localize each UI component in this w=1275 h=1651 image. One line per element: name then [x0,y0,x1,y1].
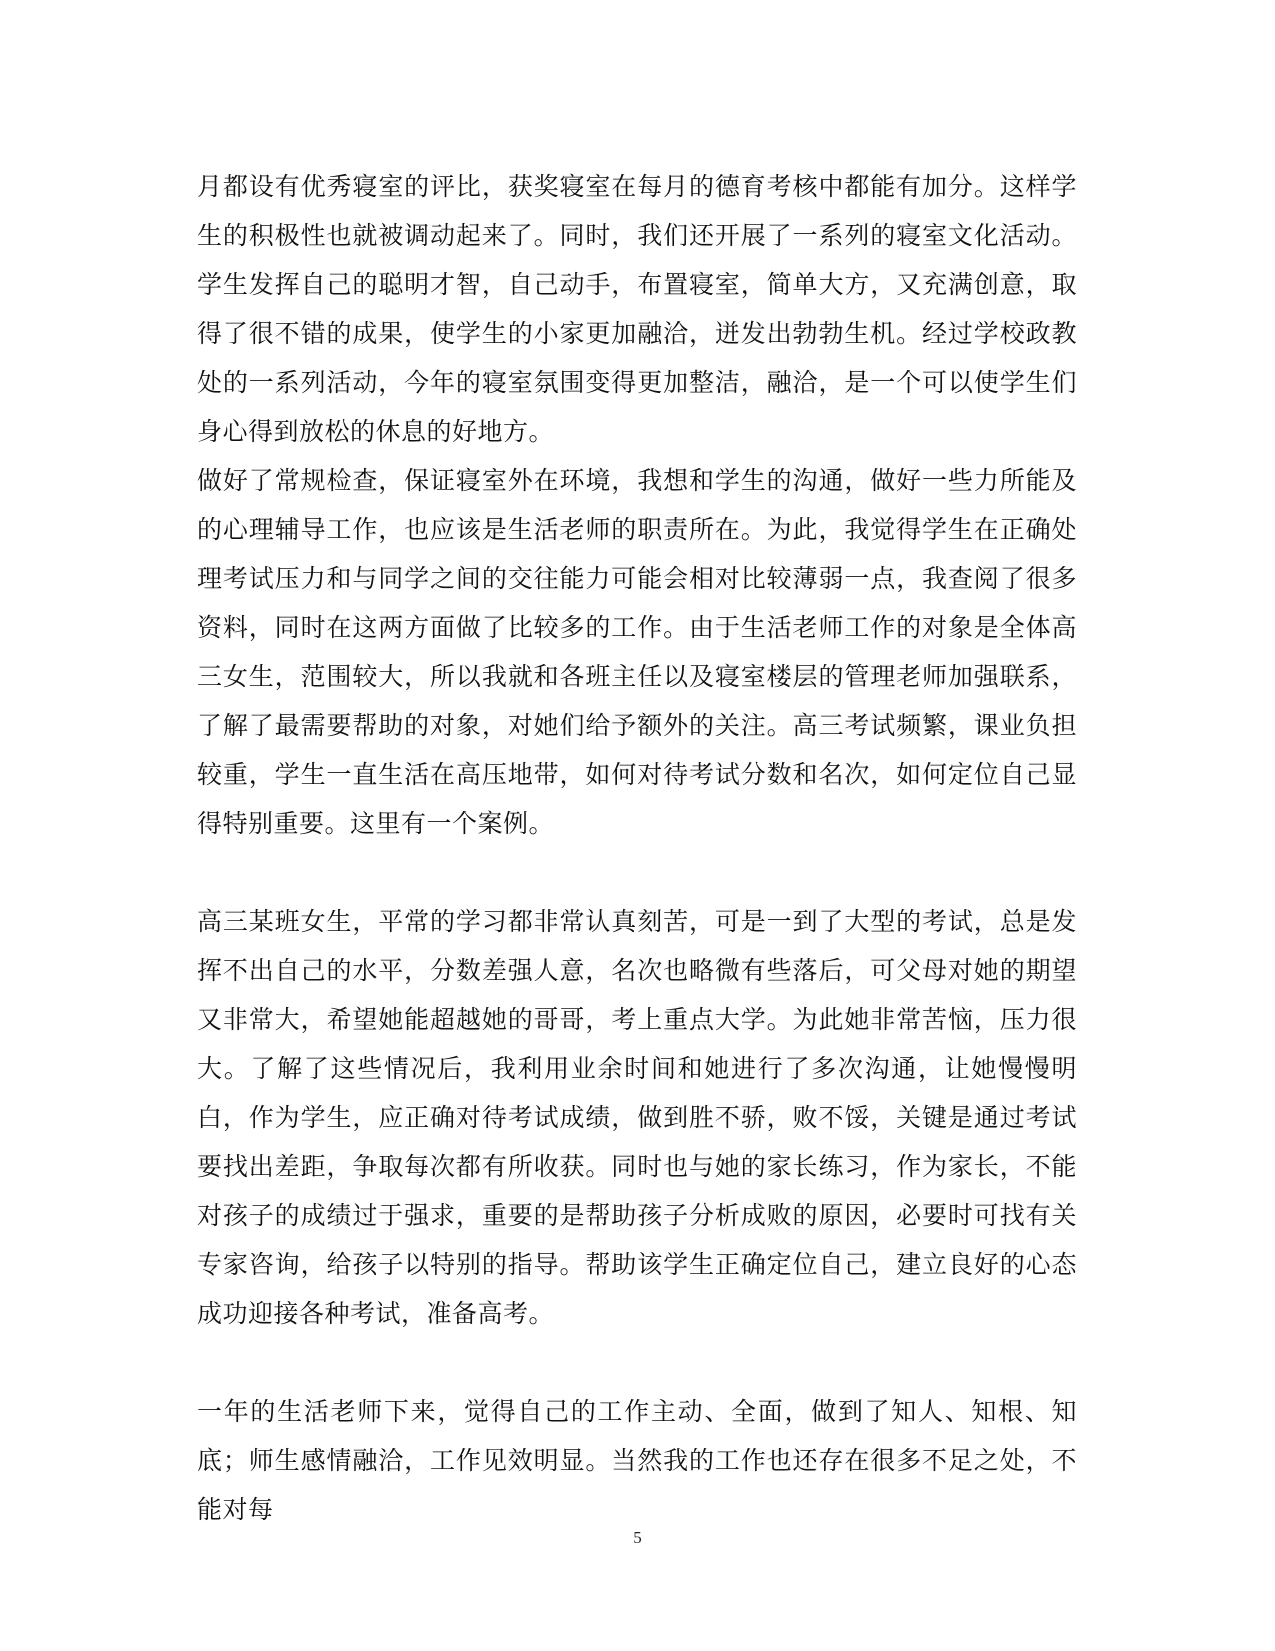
paragraph-psychological-counseling: 做好了常规检查，保证寝室外在环境，我想和学生的沟通，做好一些力所能及的心理辅导工作，也应该是生活老师的职责所在。为此，我觉得学生在正确处理考试压力和与同学之间的交往能力可能会相对比较薄弱一点，我查阅了很多资料，同时在这两方面做了比较多的工作。由于生活老师工作的对象是全体高三女生，范围较大，所以我就和各班主任以及寝室楼层的管理老师加强联系，了解了最需要帮助的对象，对她们给予额外的关注。高三考试频繁，课业负担较重，学生一直生活在高压地带，如何对待考试分数和名次，如何定位自己显得特别重要。这里有一个案例。 [197,466,1077,838]
paragraph-dormitory-activities: 月都设有优秀寝室的评比，获奖寝室在每月的德育考核中都能有加分。这样学生的积极性也就被调动起来了。同时，我们还开展了一系列的寝室文化活动。学生发挥自己的聪明才智，自己动手，布置寝室，简单大方，又充满创意，取得了很不错的成果，使学生的小家更加融洽，迸发出勃勃生机。经过学校政教处的一系列活动，今年的寝室氛围变得更加整洁，融洽，是一个可以使学生们身心得到放松的休息的好地方。 [197,172,1077,446]
paragraph-case-study: 高三某班女生，平常的学习都非常认真刻苦，可是一到了大型的考试，总是发挥不出自己的水平，分数差强人意，名次也略微有些落后，可父母对她的期望又非常大，希望她能超越她的哥哥，考上重点大学。为此她非常苦恼，压力很大。了解了这些情况后，我利用业余时间和她进行了多次沟通，让她慢慢明白，作为学生，应正确对待考试成绩，做到胜不骄，败不馁，关键是通过考试要找出差距，争取每次都有所收获。同时也与她的家长练习，作为家长，不能对孩子的成绩过于强求，重要的是帮助孩子分析成败的原因，必要时可找有关专家咨询，给孩子以特别的指导。帮助该学生正确定位自己，建立良好的心态成功迎接各种考试，准备高考。 [197,907,1077,1328]
paragraph-spacer [197,848,1077,897]
page-number: 5 [633,1528,642,1547]
body-text [197,162,1077,1534]
paragraph-spacer [197,1338,1077,1387]
paragraph-year-summary: 一年的生活老师下来，觉得自己的工作主动、全面，做到了知人、知根、知底；师生感情融洽，工作见效明显。当然我的工作也还存在很多不足之处，不能对每 [197,1397,1077,1524]
